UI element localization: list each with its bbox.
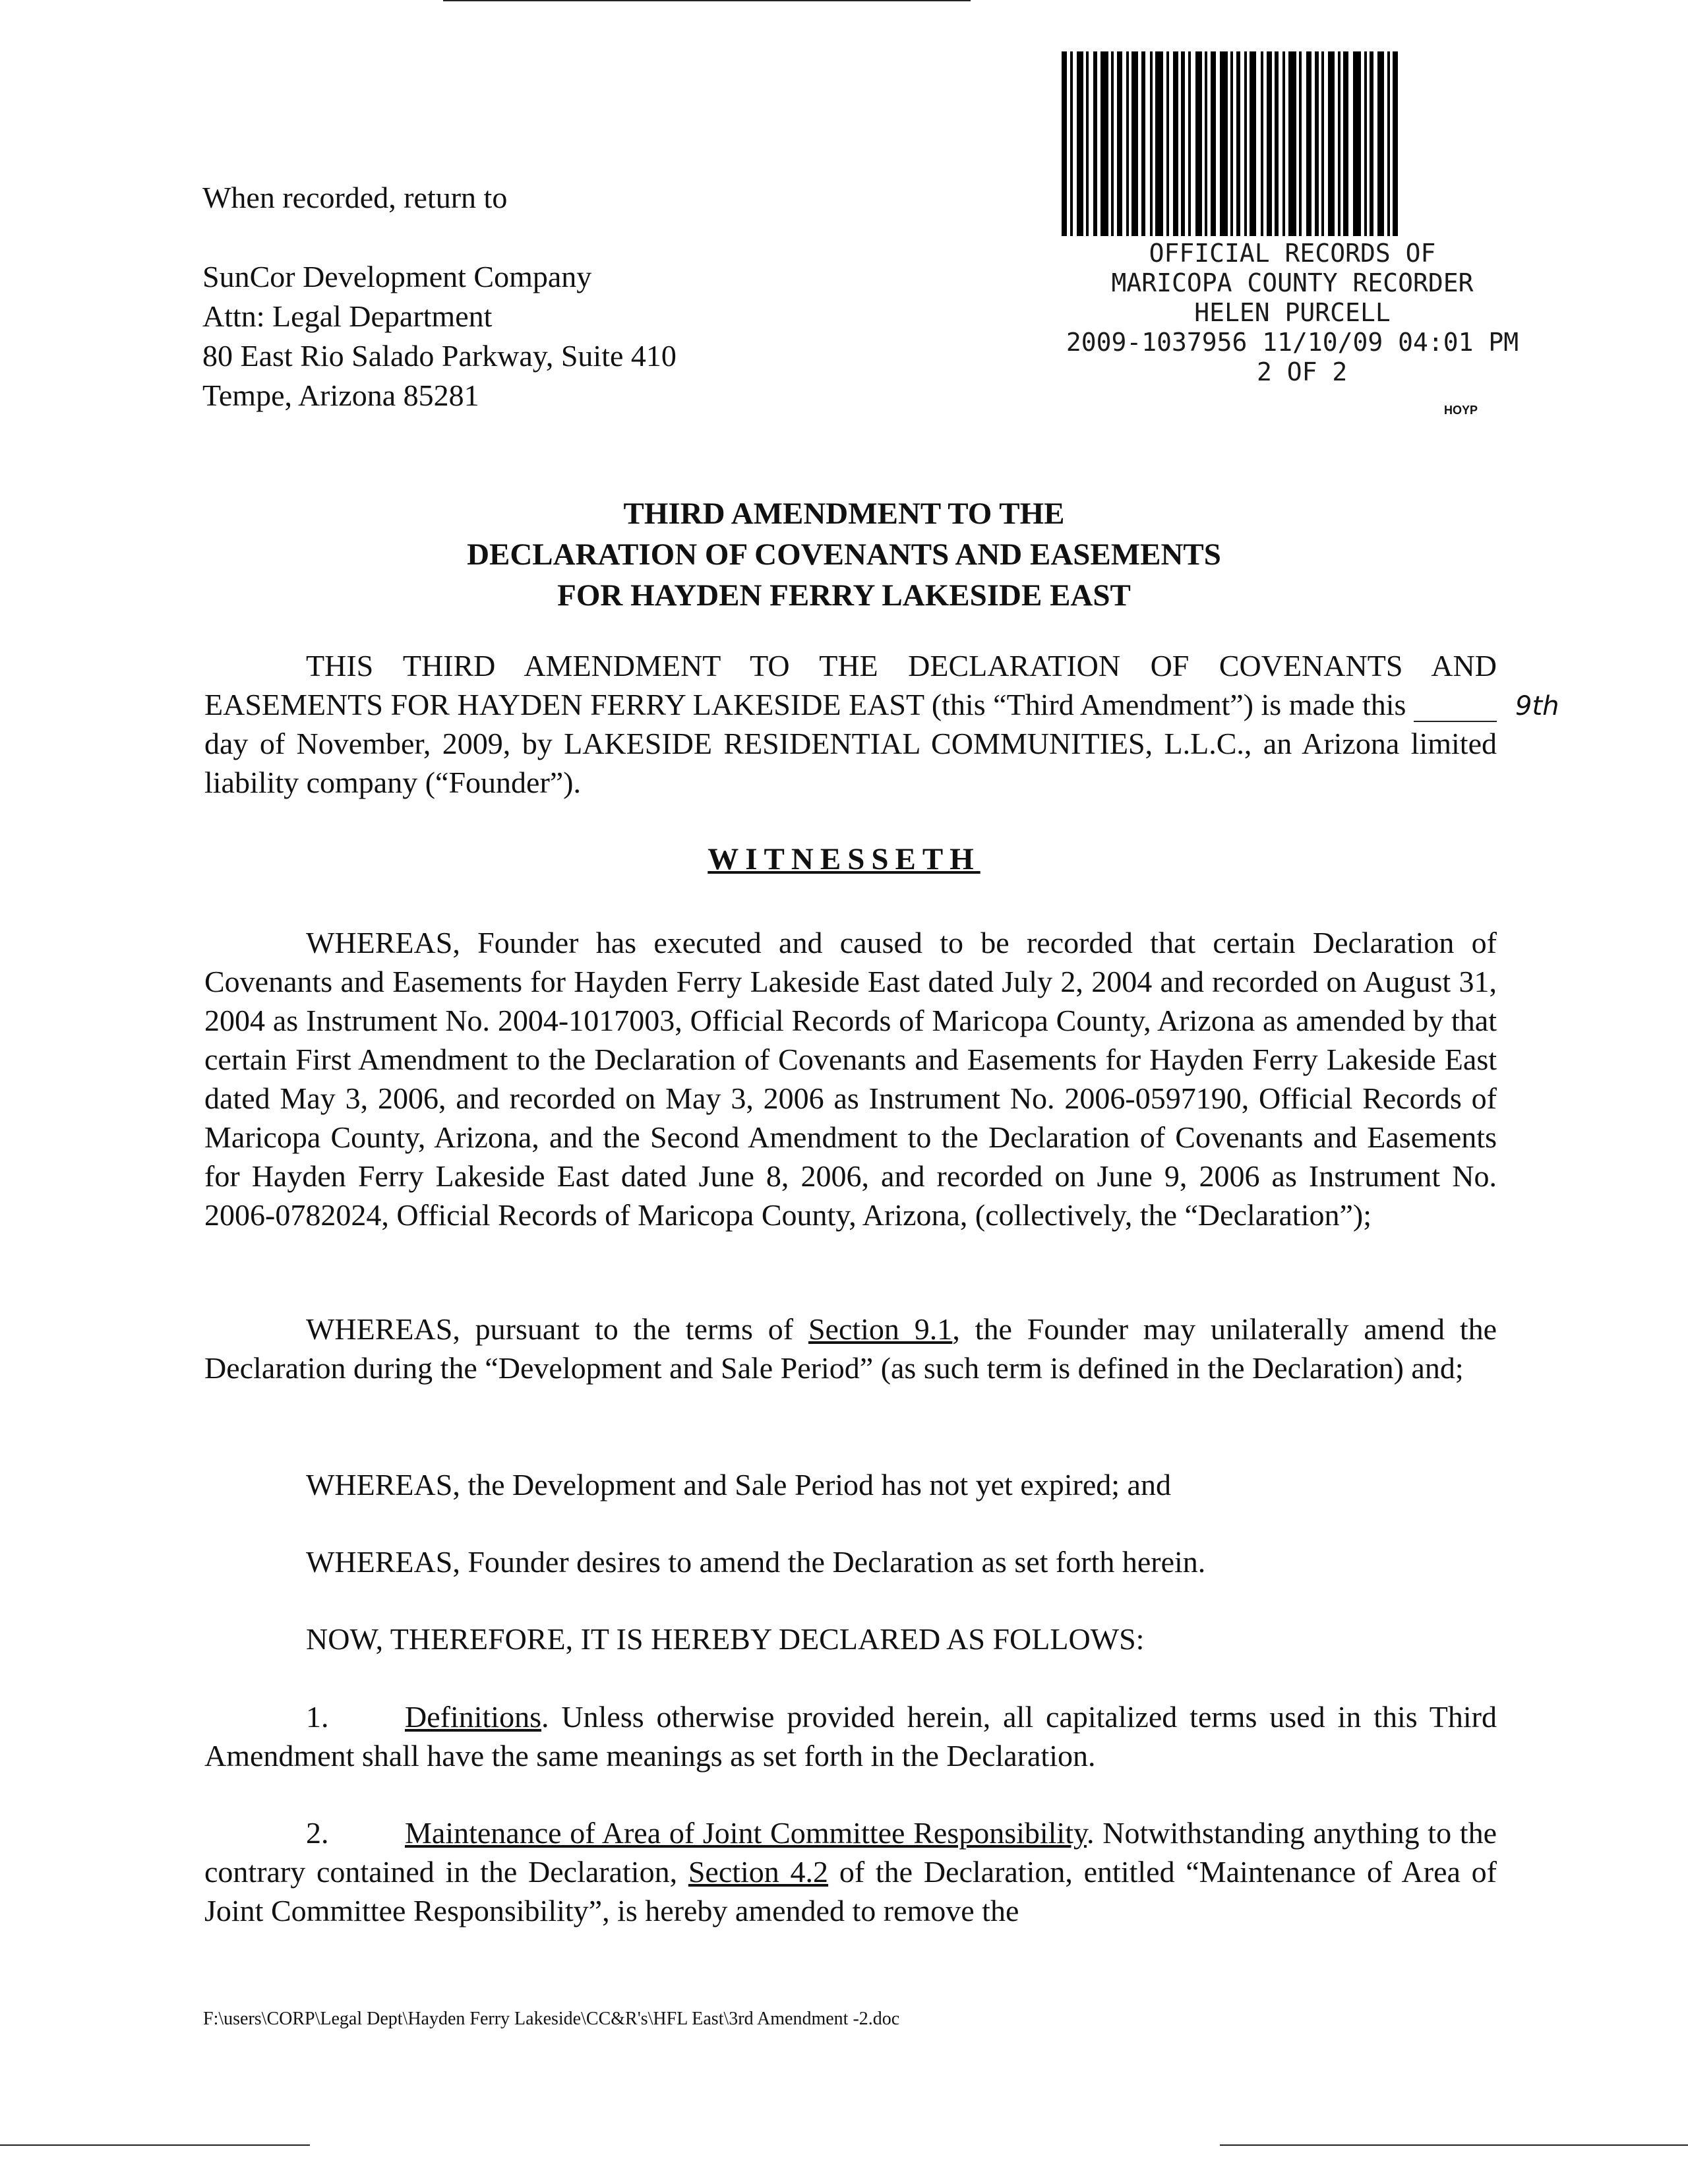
stamp-page-count: 2 OF 2 xyxy=(1257,357,1348,386)
footer-file-path: F:\users\CORP\Legal Dept\Hayden Ferry Lakeside\CC&R's\HFL East\3rd Amendment -2.doc xyxy=(203,2009,900,2029)
return-to-block xyxy=(202,178,677,415)
section-1 xyxy=(204,1697,1497,1775)
now-therefore: NOW, THEREFORE, IT IS HEREBY DECLARED AS FOLLOWS: xyxy=(306,1622,1145,1656)
intro-text-part1: THIS THIRD AMENDMENT TO THE DECLARATION OF COVENANTS AND EASEMENTS FOR HAYDEN FERRY LAKESIDE EAST (this “Third Amendment”) is made this xyxy=(204,649,1497,721)
recital-4: WHEREAS, Founder desires to amend the Declaration as set forth herein. xyxy=(306,1545,1206,1579)
recital-2 xyxy=(204,1310,1497,1387)
bottom-rule-right xyxy=(1220,2144,1688,2146)
return-to-heading: When recorded, return to xyxy=(202,181,508,214)
top-rule xyxy=(443,0,971,1)
intro-paragraph xyxy=(204,646,1559,802)
stamp-datetime: 11/10/09 04:01 PM xyxy=(1262,328,1519,357)
stamp-line-county-recorder: MARICOPA COUNTY RECORDER xyxy=(1111,268,1474,297)
section-9-1-ref: Section 9.1 xyxy=(808,1312,953,1346)
stamp-record-number: 2009-1037956 xyxy=(1066,328,1248,357)
title-line-2: DECLARATION OF COVENANTS AND EASEMENTS xyxy=(467,537,1221,572)
recorder-stamp xyxy=(1048,239,1536,387)
section-1-text: . Unless otherwise provided herein, all capitalized terms used in this Third Amendment shall have the same meanings as set forth in the Declaration. xyxy=(204,1700,1497,1773)
section-2-heading: Maintenance of Area of Joint Committee Responsibility xyxy=(405,1816,1087,1850)
return-street: 80 East Rio Salado Parkway, Suite 410 xyxy=(202,339,677,373)
bottom-rule-left xyxy=(0,2144,310,2146)
recital-1: WHEREAS, Founder has executed and caused to be recorded that certain Declaration of Covenants and Easements for Hayden Ferry Lakeside East dated July 2, 2004 and recorded on August 31, 2004 as Instrument No. 2004-1017003, Official Records of Maricopa County, Arizona as amended by that certain First Amendment to the Declaration of Covenants and Easements for Hayden Ferry Lakeside East dated May 3, 2006, and recorded on May 3, 2006 as Instrument No. 2006-0597190, Official Records of Maricopa County, Arizona, and the Second Amendment to the Declaration of Covenants and Easements for Hayden Ferry Lakeside East dated June 8, 2006, and recorded on June 9, 2006 as Instrument No. 2006-0782024, Official Records of Maricopa County, Arizona, (collectively, the “Declaration”); xyxy=(204,926,1497,1232)
title-line-1: THIRD AMENDMENT TO THE xyxy=(623,497,1065,531)
witnesseth-heading: WITNESSETH xyxy=(708,842,980,876)
handwritten-day: 9th xyxy=(1414,692,1497,722)
return-city: Tempe, Arizona 85281 xyxy=(202,379,479,412)
section-1-heading: Definitions xyxy=(405,1700,541,1734)
stamp-line-recorder-name: HELEN PURCELL xyxy=(1194,298,1391,327)
document-title xyxy=(0,493,1688,616)
section-1-number: 1. xyxy=(306,1700,329,1734)
stamp-initials: HOYP xyxy=(1444,404,1478,417)
stamp-line-official-records: OFFICIAL RECORDS OF xyxy=(1149,239,1436,268)
recital-3: WHEREAS, the Development and Sale Period has not yet expired; and xyxy=(306,1468,1171,1502)
recital-2-pre: WHEREAS, pursuant to the terms of xyxy=(306,1312,794,1346)
section-2 xyxy=(204,1813,1497,1930)
section-2-text-pre: . Notwithstanding anything to the contrary contained in the Declaration, xyxy=(204,1816,1497,1889)
section-4-2-ref: Section 4.2 xyxy=(688,1855,829,1889)
section-2-number: 2. xyxy=(306,1816,329,1850)
stamp-record-line xyxy=(1048,328,1536,357)
intro-text-part2: day of November, 2009, by LAKESIDE RESIDENTIAL COMMUNITIES, L.L.C., an Arizona limited liability company (“Founder”). xyxy=(204,727,1497,799)
recital-2-post: , the Founder may unilaterally amend the Declaration during the “Development and Sale Period” (as such term is defined in the Declaration) and; xyxy=(204,1312,1497,1385)
title-line-3: FOR HAYDEN FERRY LAKESIDE EAST xyxy=(557,578,1131,613)
return-attn: Attn: Legal Department xyxy=(202,299,493,333)
barcode xyxy=(1062,51,1524,236)
return-company: SunCor Development Company xyxy=(202,260,592,293)
section-2-text-post: of the Declaration, entitled “Maintenance of Area of Joint Committee Responsibility”, is hereby amended to remove the xyxy=(204,1855,1497,1927)
